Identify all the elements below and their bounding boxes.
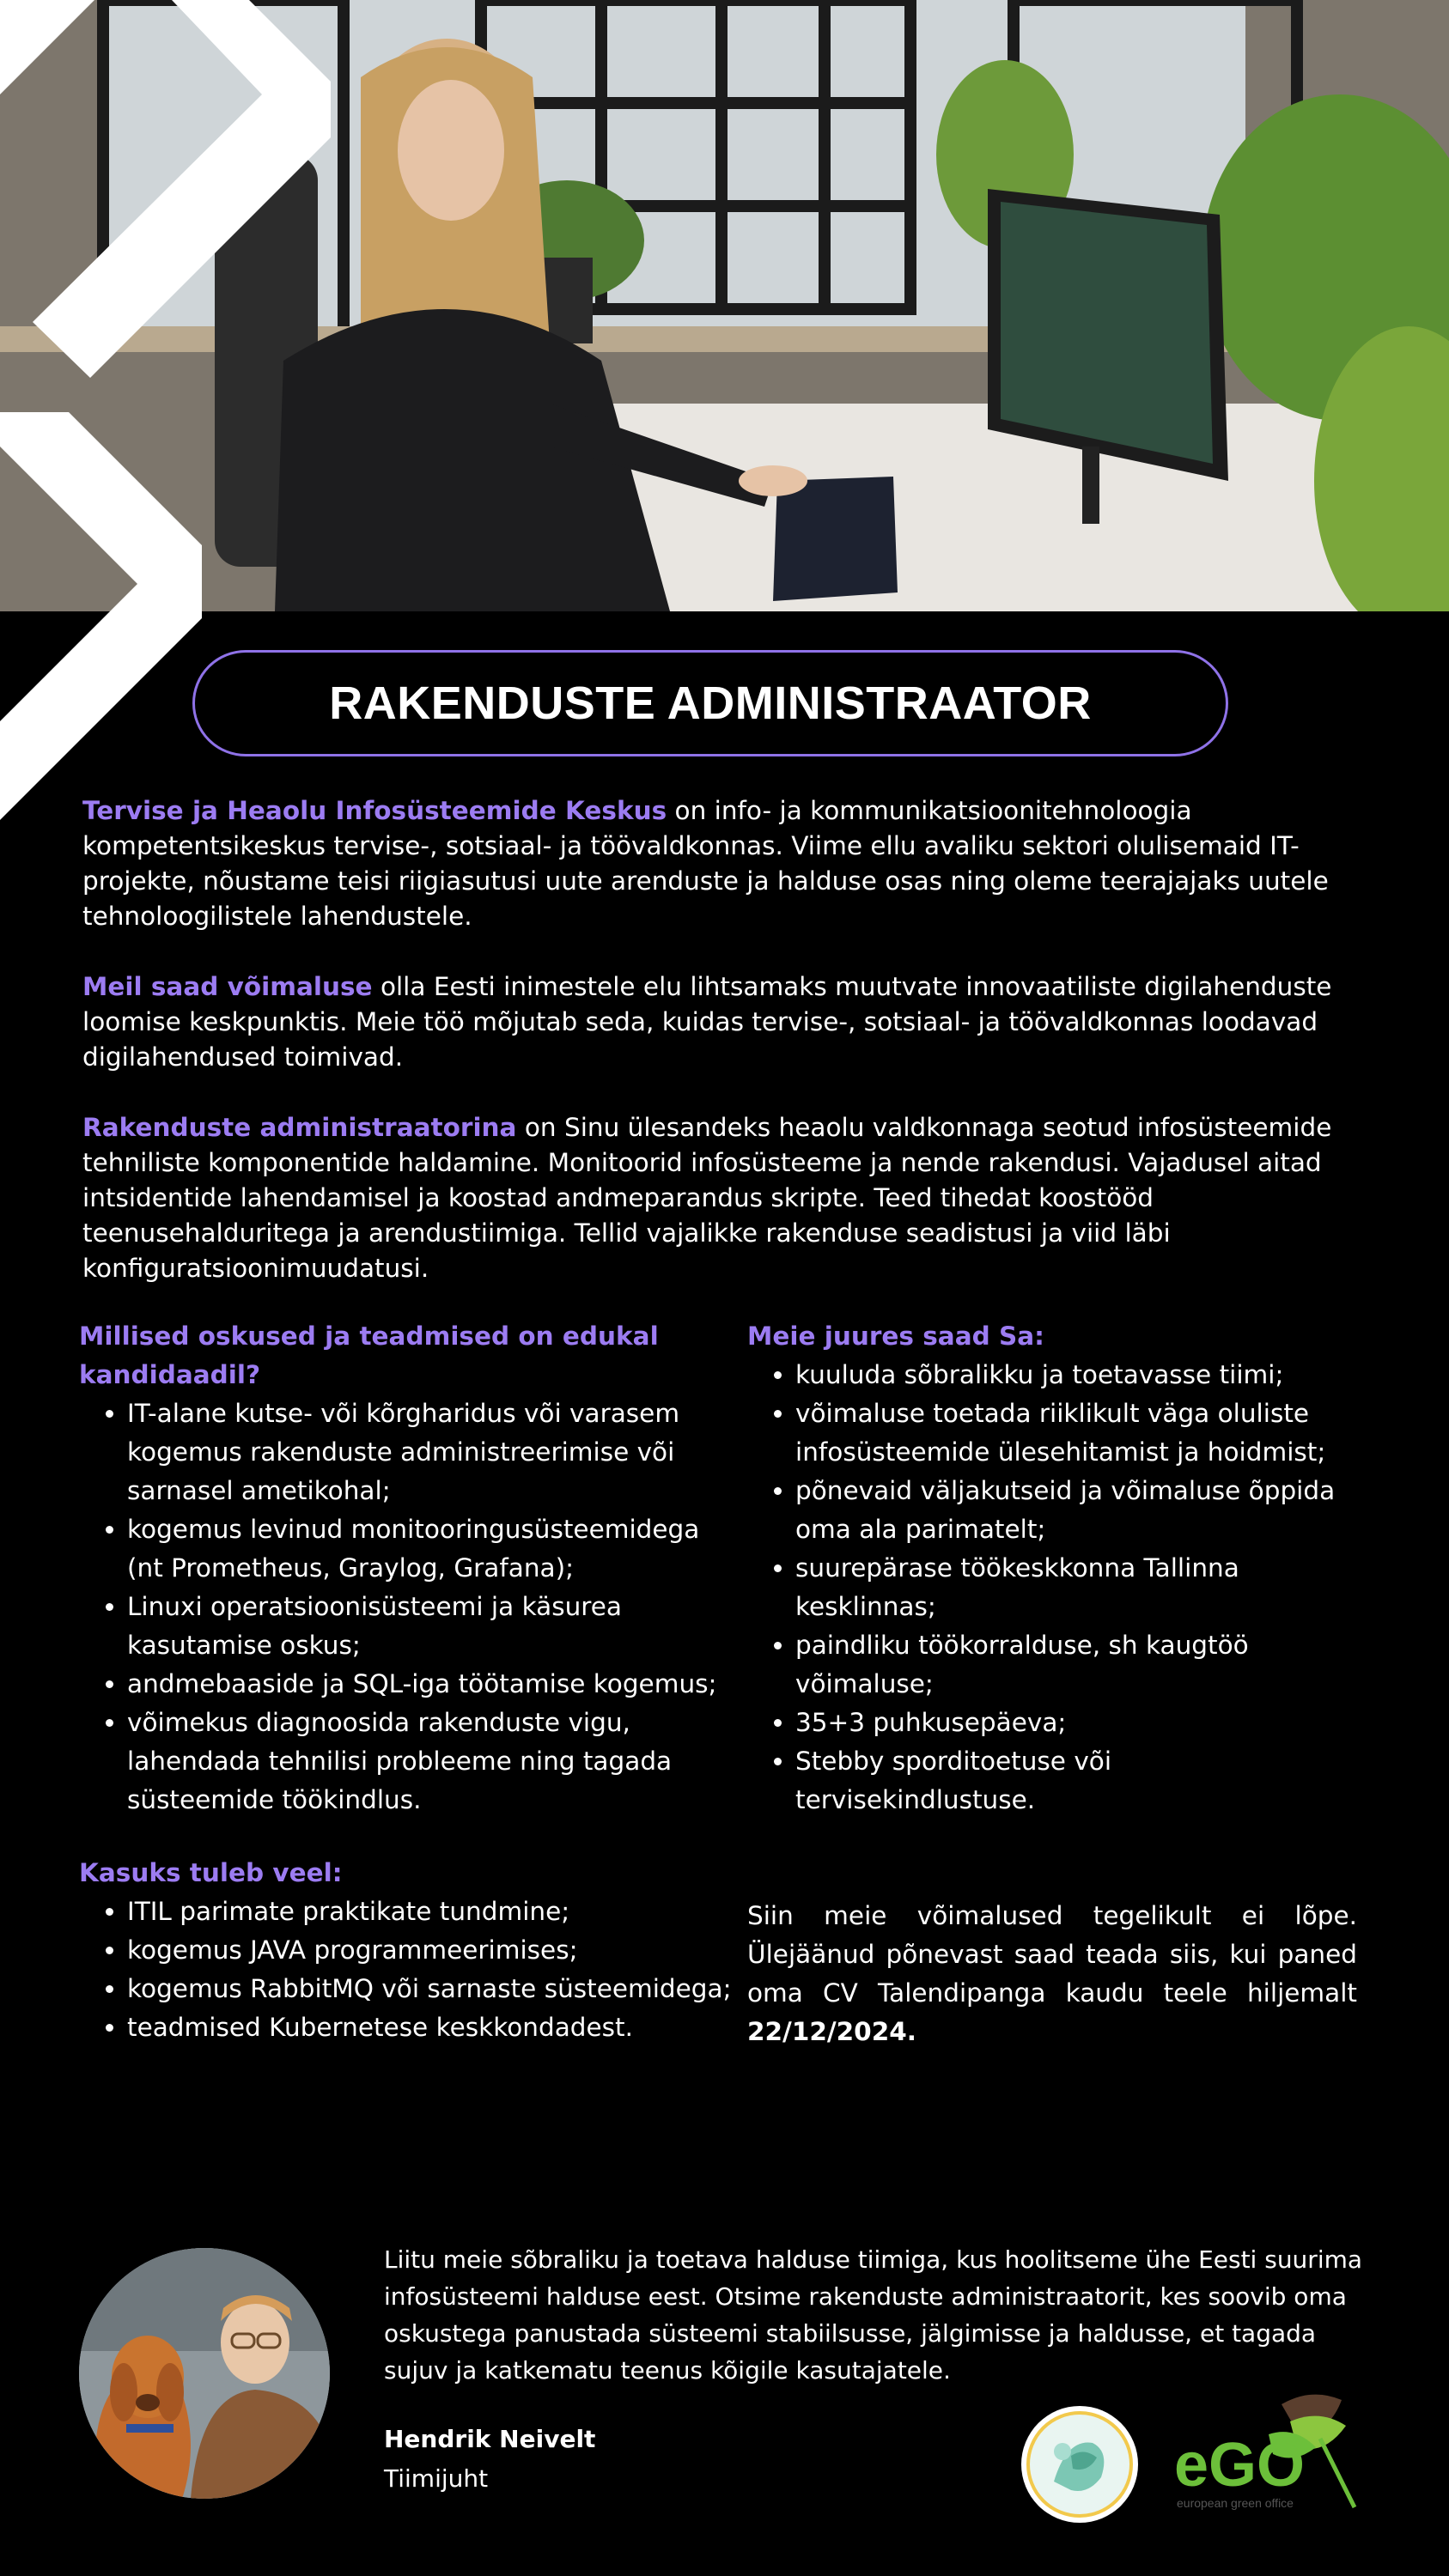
- bonus-heading: Kasuks tuleb veel:: [79, 1858, 343, 1887]
- list-item: • Stebby sporditoetuse või tervisekindlustuse.: [795, 1742, 1357, 1820]
- skills-heading: Millised oskused ja teadmised on edukal kandidaadil?: [79, 1321, 659, 1389]
- job-title: RAKENDUSTE ADMINISTRAATOR: [192, 650, 1228, 756]
- list-item: • teadmised Kubernetese keskkondadest.: [127, 2008, 732, 2047]
- intro-text: [82, 793, 1371, 1321]
- intro-paragraph: [82, 793, 1371, 934]
- offer-list: [747, 1356, 1357, 1820]
- intro-lead: Rakenduste administraatorina: [82, 1113, 517, 1142]
- intro-paragraph: [82, 969, 1371, 1075]
- requirements-column: [79, 1317, 732, 2047]
- offer-heading: Meie juures saad Sa:: [747, 1321, 1044, 1351]
- team-lead-role: Tiimijuht: [384, 2464, 489, 2493]
- list-item: • paindliku töökorralduse, sh kaugtöö võimaluse;: [795, 1626, 1357, 1704]
- svg-text:eGO: eGO: [1174, 2431, 1306, 2500]
- closing-text: [747, 1897, 1357, 2051]
- closing-body: Siin meie võimalused tegelikult ei lõpe. Ülejäänud põnevast saad teada siis, kui paned oma CV Talendipanga kaudu teele hiljemalt: [747, 1901, 1357, 2008]
- intro-paragraph: [82, 1110, 1371, 1286]
- offer-column: [747, 1317, 1357, 2077]
- skills-list: [79, 1394, 732, 1820]
- intro-body: on info- ja kommunikatsioonitehnoloogia kompetentsikeskus tervise-, sotsiaal- ja töövaldkonnas. Viime ellu avaliku sektori olulisemaid IT-projekte, nõustame teisi riigiasutusi uute arenduste ja halduse osas ning oleme teerajajaks uutele tehnoloogilistele lahendustele.: [82, 796, 1329, 931]
- list-item: • võimekus diagnoosida rakenduste vigu, lahendada tehnilisi probleeme ning tagada süsteemide töökindlus.: [127, 1704, 732, 1820]
- intro-body: on Sinu ülesandeks heaolu valdkonnaga seotud infosüsteemide tehniliste komponentide haldamine. Monitoorid infosüsteeme ja nende rakendusi. Vajadusel aitad intsidentide lahendamisel ja koostad andmeparandus skripte. Teed tihedat koostööd teenusehalduritega ja arendustiimiga. Tellid vajalikke rakenduse seadistusi ja viid läbi konfiguratsioonimuudatusi.: [82, 1113, 1332, 1283]
- list-item: • ITIL parimate praktikate tundmine;: [127, 1893, 732, 1931]
- list-item: • Linuxi operatsioonisüsteemi ja käsurea kasutamise oskus;: [127, 1588, 732, 1665]
- team-lead-photo: [79, 2248, 330, 2499]
- deadline: 22/12/2024.: [747, 2017, 916, 2046]
- list-item: • kogemus JAVA programmeerimises;: [127, 1931, 732, 1970]
- team-lead-name: Hendrik Neivelt: [384, 2425, 596, 2453]
- list-item: • IT-alane kutse- või kõrgharidus või varasem kogemus rakenduste administreerimise või sarnasel ametikohal;: [127, 1394, 732, 1510]
- list-item: • põnevaid väljakutseid ja võimaluse õppida oma ala parimatelt;: [795, 1472, 1357, 1549]
- ego-logo: [1170, 2387, 1363, 2516]
- vaimset-tervist-logo: [1020, 2404, 1140, 2524]
- list-item: • kuuluda sõbralikku ja toetavasse tiimi;: [795, 1356, 1357, 1394]
- bonus-list: [79, 1893, 732, 2047]
- list-item: • andmebaaside ja SQL-iga töötamise kogemus;: [127, 1665, 732, 1704]
- intro-body: olla Eesti inimestele elu lihtsamaks muutvate innovaatiliste digilahenduste loomise keskpunktis. Meie töö mõjutab seda, kuidas tervise-, sotsiaal- ja töövaldkonnas loodavad digilahendused toimivad.: [82, 972, 1332, 1072]
- intro-lead: Meil saad võimaluse: [82, 972, 373, 1001]
- team-quote: Liitu meie sõbraliku ja toetava halduse tiimiga, kus hoolitseme ühe Eesti suurima infosüsteemi halduse eest. Otsime rakenduste administraatorit, kes soovib oma oskustega panustada süsteemi stabiilsusse, jälgimisse ja haldusse, et tagada sujuv ja katkematu teenus kõigile kasutajatele.: [384, 2245, 1363, 2385]
- list-item: • 35+3 puhkusepäeva;: [795, 1704, 1357, 1742]
- ego-logo-text: european green office: [1177, 2496, 1294, 2510]
- avatar: [79, 2248, 330, 2499]
- list-item: • võimaluse toetada riiklikult väga oluliste infosüsteemide ülesehitamist ja hoidmist;: [795, 1394, 1357, 1472]
- list-item: • kogemus levinud monitooringusüsteemidega (nt Prometheus, Graylog, Grafana);: [127, 1510, 732, 1588]
- list-item: • kogemus RabbitMQ või sarnaste süsteemidega;: [127, 1970, 732, 2008]
- list-item: • suurepärase töökeskkonna Tallinna kesklinnas;: [795, 1549, 1357, 1626]
- intro-lead: Tervise ja Heaolu Infosüsteemide Keskus: [82, 796, 667, 825]
